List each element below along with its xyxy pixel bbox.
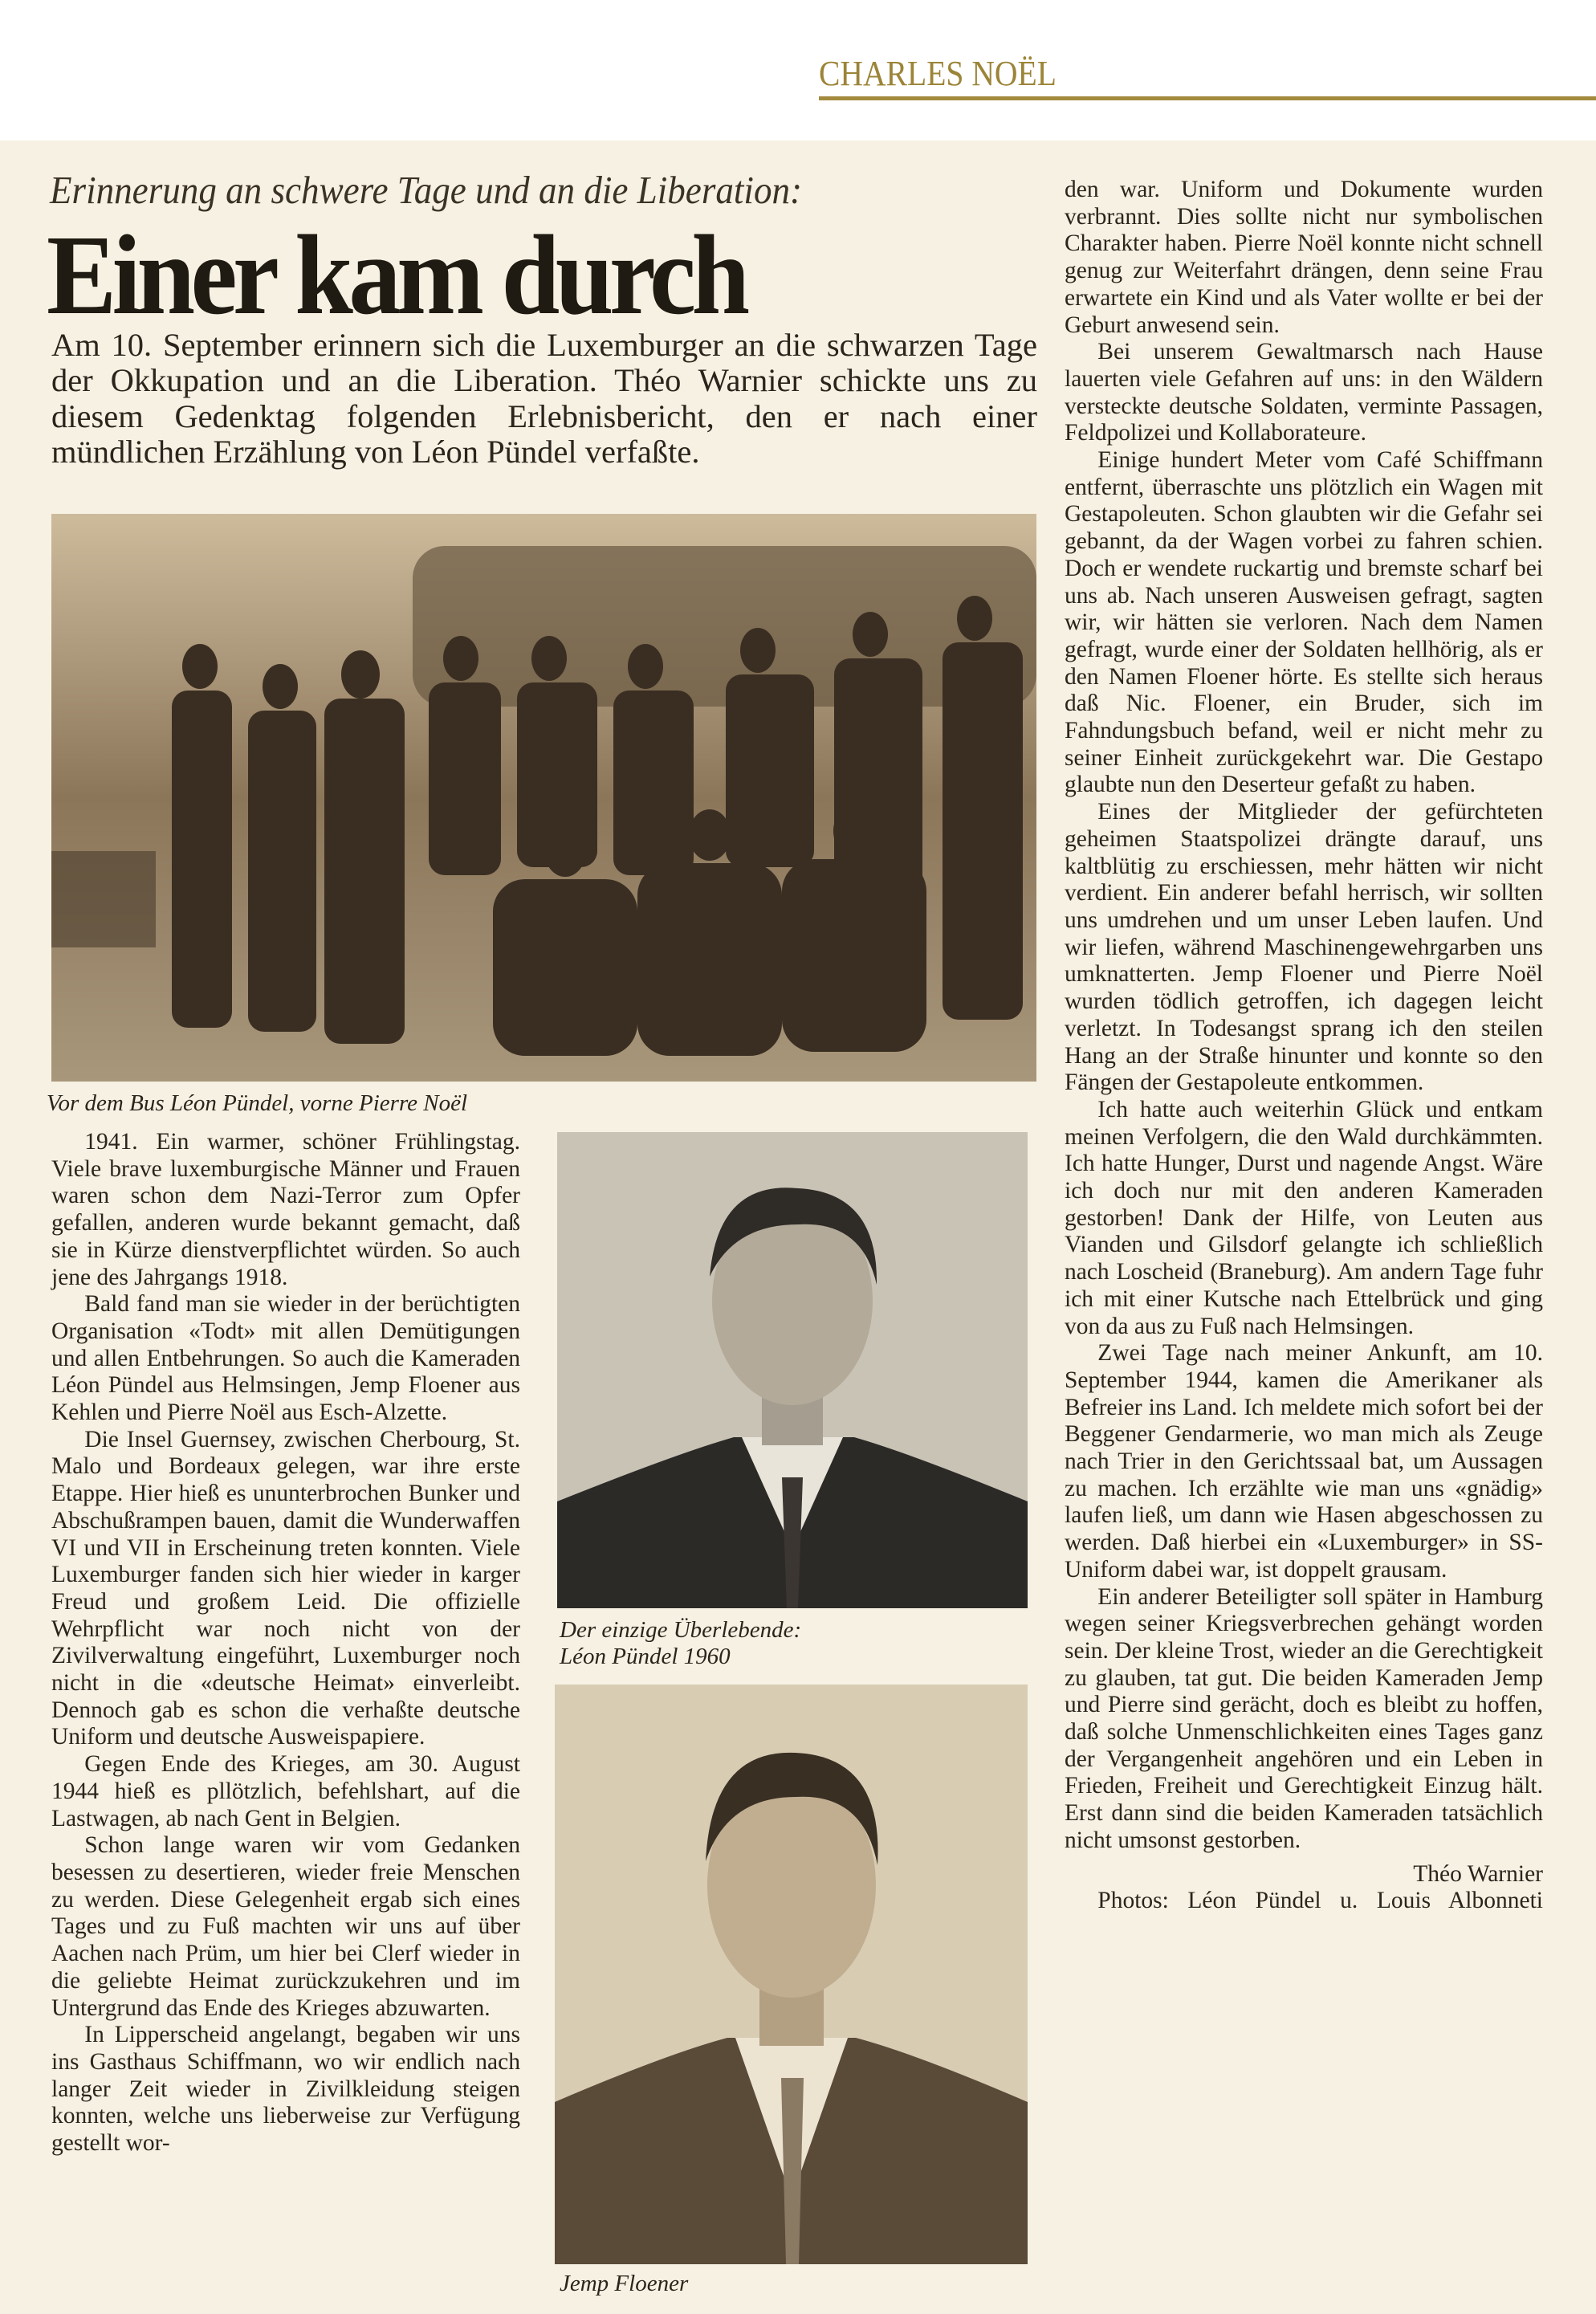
group-photo (51, 514, 1036, 1082)
paragraph: Ich hatte auch weiterhin Glück und entkam meinen Verfolgern, die den Wald durchkämmten. Ich hatte Hunger, Durst und nagende Angst. Wäre ich doch nur mit den anderen Kameraden gestorben! Dank der Hilfe, von Leuten aus Vianden und Gilsdorf gelangte ich schließlich nach Loscheid (Braneburg). Am andern Tage fuhr ich mit einer Kutsche nach Ettelbrück und ging von da aus zu Fuß nach Helmsingen. (1065, 1096, 1543, 1339)
paragraph: Bald fand man sie wieder in der berüchtigten Organisation «Todt» mit allen Demütigungen und allen Entbehrungen. So auch die Kameraden Léon Pündel aus Helmsingen, Jemp Floener aus Kehlen und Pierre Noël aus Esch-Alzette. (51, 1291, 520, 1426)
portrait-jemp-floener (555, 1685, 1028, 2264)
paragraph: In Lipperscheid angelangt, begaben wir uns ins Gasthaus Schiffmann, wo wir endlich nach langer Zeit wieder in Zivilkleidung steigen konnten, welche uns lieberweise zur Verfügung gestellt wor- (51, 2022, 520, 2157)
paragraph: Bei unserem Gewaltmarsch nach Hause lauerten viele Gefahren auf uns: in den Wäldern versteckte deutsche Soldaten, verminte Passagen, Feldpolizei und Kollaborateure. (1065, 339, 1543, 446)
paragraph: Einige hundert Meter vom Café Schiffmann entfernt, überraschte uns plötzlich ein Wagen mit Gestapoleuten. Schon glaubten wir die Gefahr sei gebannt, da der Wagen vorbei zu fahren schien. Doch er wendete ruckartig und bremste scharf bei uns ab. Nach unseren Ausweisen gefragt, sagten wir, wir hätten sie verloren. Nach dem Namen gefragt, wurde einer der Soldaten hellhörig, als er den Namen Floener hörte. Es stellte sich heraus daß Nic. Floener, ein Bruder, sich im Fahndungsbuch befand, weil er nicht mehr zu seiner Einheit zurückgekehrt war. Die Gestapo glaubte nun den Deserteur gefaßt zu haben. (1065, 447, 1543, 798)
article-column-left (51, 1129, 520, 2157)
author-signature: Théo Warnier (1413, 1860, 1543, 1887)
paragraph: Schon lange waren wir vom Gedanken besessen zu desertieren, wieder freie Menschen zu werden. Diese Gelegenheit ergab sich eines Tages und zu Fuß machten wir uns auf über Aachen nach Prüm, um hier bei Clerf wieder in die geliebte Heimat zurückzukehren und im Untergrund das Ende des Krieges abzuwarten. (51, 1832, 520, 2021)
paragraph: Gegen Ende des Krieges, am 30. August 1944 hieß es pllötzlich, befehlshart, auf die Lastwagen, ab nach Gent in Belgien. (51, 1751, 520, 1831)
article-title: Einer kam durch (47, 211, 746, 338)
paragraph: Eines der Mitglieder der gefürchteten geheimen Staatspolizei drängte darauf, uns kaltblütig zu erschiessen, mehr hätten wir nicht verdient. Ein anderer befahl herrisch, wir sollten uns umdrehen und um unser Leben laufen. Und wir liefen, während Maschinengewehrgarben uns umknatterten. Jemp Floener und Pierre Noël wurden tödlich getroffen, ich dagegen leicht verletzt. In Todesangst sprang ich den steilen Hang an der Straße hinunter und konnte so den Fängen der Gestapoleute entkommen. (1065, 799, 1543, 1096)
header-rule (819, 96, 1596, 100)
group-photo-caption: Vor dem Bus Léon Pündel, vorne Pierre Noël (47, 1090, 468, 1116)
section-header: CHARLES NOËL (819, 54, 1057, 93)
article-kicker: Erinnerung an schwere Tage und an die Liberation: (50, 168, 803, 212)
portrait1-caption-line2: Léon Pündel 1960 (560, 1644, 731, 1669)
portrait-leon-pundel (557, 1132, 1028, 1608)
paragraph: Die Insel Guernsey, zwischen Cherbourg, St. Malo und Bordeaux gelegen, war ihre erste Etappe. Hier hieß es ununterbrochen Bunker und Abschußrampen bauen, damit die Wunderwaffen VI und VII in Erscheinung treten konnten. Viele Luxemburger fanden sich hier wieder in karger Freud und großem Leid. Die offizielle Wehrpflicht war noch nicht von der Zivilverwaltung eingeführt, Luxemburger noch nicht in die «deutsche Heimat» einverleibt. Dennoch gab es schon die verhaßte deutsche Uniform und deutsche Ausweispapiere. (51, 1426, 520, 1750)
portrait2-caption: Jemp Floener (560, 2271, 689, 2296)
portrait1-caption (560, 1617, 801, 1670)
paragraph: 1941. Ein warmer, schöner Frühlingstag. Viele brave luxemburgische Männer und Frauen waren schon dem Nazi-Terror zum Opfer gefallen, anderen wurde bekannt gemacht, daß sie in Kürze dienstverpflichtet würden. So auch jene des Jahrgangs 1918. (51, 1129, 520, 1290)
paragraph: Zwei Tage nach meiner Ankunft, am 10. September 1944, kamen die Amerikaner als Befreier ins Land. Ich meldete mich sofort bei der Beggener Gendarmerie, wo man mich als Zeuge nach Trier in den Gerichtssaal bat, um Aussagen zu machen. Ich erzählte wie man uns «gnädig» laufen ließ, um dann wie Hasen abgeschossen zu werden. Daß hierbei ein «Luxemburger» in SS-Uniform dabei war, ist doppelt grausam. (1065, 1340, 1543, 1583)
photo-credit: Photos: Léon Pündel u. Louis Albonneti (1097, 1888, 1543, 1914)
paragraph: Ein anderer Beteiligter soll später in Hamburg wegen seiner Kriegsverbrechen gehängt worden sein. Der kleine Trost, wieder an die Gerechtigkeit zu glauben, tat gut. Die beiden Kameraden Jemp und Pierre sind gerächt, doch es bleibt zu hoffen, daß solche Unmenschlichkeiten eines Tages ganz der Vergangenheit angehören und ein Leben in Frieden, Freiheit und Gerechtigkeit Einzug hält. Erst dann sind die beiden Kameraden tatsächlich nicht umsonst gestorben. (1065, 1583, 1543, 1853)
article-intro: Am 10. September erinnern sich die Luxemburger an die schwarzen Tage der Okkupation und an die Liberation. Théo Warnier schickte uns zu diesem Gedenktag folgenden Erlebnisbericht, den er nach einer mündlichen Erzählung von Léon Pündel verfaßte. (51, 327, 1037, 471)
paragraph: den war. Uniform und Dokumente wurden verbrannt. Dies sollte nicht nur symbolischen Charakter haben. Pierre Noël konnte nicht schnell genug zur Weiterfahrt drängen, denn seine Frau erwartete ein Kind und als Vater wollte er bei der Geburt anwesend sein. (1065, 177, 1543, 338)
article-column-right (1065, 177, 1543, 1915)
portrait1-caption-line1: Der einzige Überlebende: (560, 1617, 802, 1643)
